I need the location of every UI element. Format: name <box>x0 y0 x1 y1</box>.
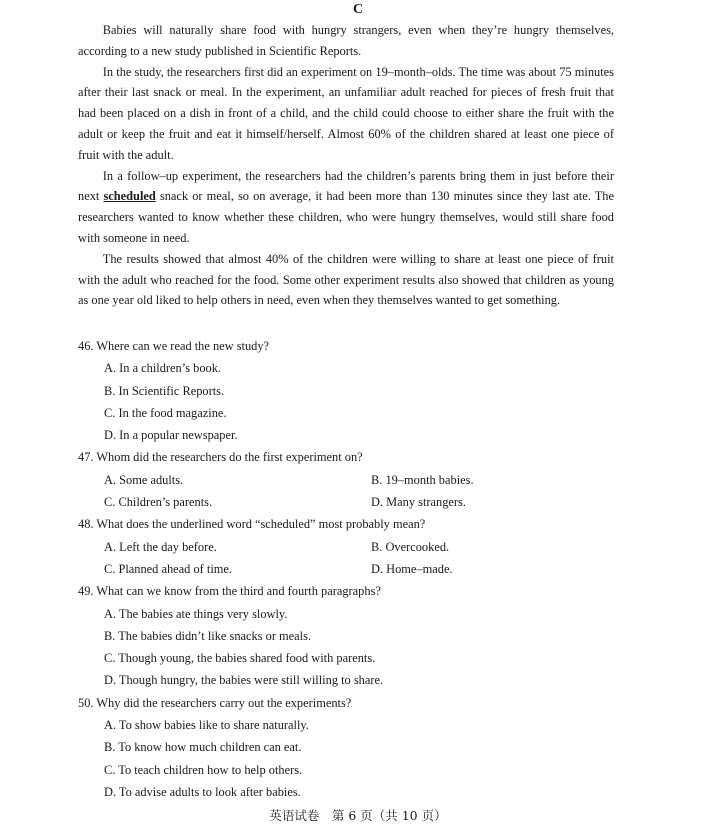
option-d[interactable]: D. Many strangers. <box>371 495 466 510</box>
question-stem: 50. Why did the researchers carry out the experiments? <box>78 695 352 710</box>
option-c[interactable]: C. Though young, the babies shared food with parents. <box>104 651 376 666</box>
page-footer: 英语试卷 第 6 页（共 10 页） <box>269 808 447 823</box>
option-a[interactable]: A. To show babies like to share naturally. <box>104 718 309 733</box>
question-47 <box>78 446 638 513</box>
option-a[interactable]: A. Some adults. <box>104 472 184 487</box>
option-a[interactable]: A. Left the day before. <box>104 539 217 554</box>
question-list <box>78 335 638 803</box>
option-b[interactable]: B. 19–month babies. <box>371 472 474 487</box>
section-title: C <box>352 2 364 17</box>
paragraph-3-part-2: snack or meal, so on average, it had been more than 130 minutes since they last ate. The researchers wanted to know whether these children, who were hungry themselves, would still share food with someone in need. <box>78 189 614 245</box>
option-d[interactable]: D. To advise adults to look after babies. <box>104 784 301 799</box>
paragraph-3 <box>78 166 614 249</box>
option-a[interactable]: A. The babies ate things very slowly. <box>104 606 288 621</box>
option-d[interactable]: D. In a popular newspaper. <box>104 428 238 443</box>
question-stem: 47. Whom did the researchers do the first experiment on? <box>78 450 363 465</box>
underlined-word: scheduled <box>103 189 156 204</box>
option-d[interactable]: D. Though hungry, the babies were still willing to share. <box>104 673 384 688</box>
option-c[interactable]: C. In the food magazine. <box>104 405 227 420</box>
option-b[interactable]: B. The babies didn’t like snacks or meals. <box>104 628 312 643</box>
question-stem: 48. What does the underlined word “scheduled” most probably mean? <box>78 517 426 532</box>
option-b[interactable]: B. To know how much children can eat. <box>104 740 302 755</box>
reading-passage <box>78 20 614 311</box>
paragraph-4: The results showed that almost 40% of the children were willing to share at least one piece of fruit with the adult who reached for the food. Some other experiment results also showed that children as young as one year old liked to help others in need, even when they themselves wanted to get something. <box>78 251 614 308</box>
question-50 <box>78 692 638 803</box>
question-stem: 46. Where can we read the new study? <box>78 339 270 353</box>
option-c[interactable]: C. To teach children how to help others. <box>104 762 303 777</box>
paragraph-3-part-1: In a follow–up experiment, the researchers had the children’s parents bring them in just before their next <box>78 168 614 204</box>
option-c[interactable]: C. Children’s parents. <box>104 495 213 510</box>
option-b[interactable]: B. In Scientific Reports. <box>104 383 225 398</box>
option-a[interactable]: A. In a children’s book. <box>104 361 221 376</box>
question-48 <box>78 513 638 580</box>
option-b[interactable]: B. Overcooked. <box>371 539 450 554</box>
question-49 <box>78 580 638 691</box>
option-c[interactable]: C. Planned ahead of time. <box>104 561 233 576</box>
paragraph-1: Babies will naturally share food with hungry strangers, even when they’re hungry themselves, according to a new study published in Scientific Reports. <box>78 23 614 58</box>
option-d[interactable]: D. Home–made. <box>371 561 453 576</box>
question-46 <box>78 335 638 446</box>
paragraph-2: In the study, the researchers first did an experiment on 19–month–olds. The time was about 75 minutes after their last snack or meal. In the experiment, an unfamiliar adult reached for pieces of fresh fruit that had been placed on a dish in front of a child, and the child could choose to either share the fruit with the adult or keep the fruit and eat it himself/herself. Almost 60% of the children shared at least one piece of fruit with the adult. <box>78 64 614 162</box>
question-stem: 49. What can we know from the third and fourth paragraphs? <box>78 584 381 599</box>
